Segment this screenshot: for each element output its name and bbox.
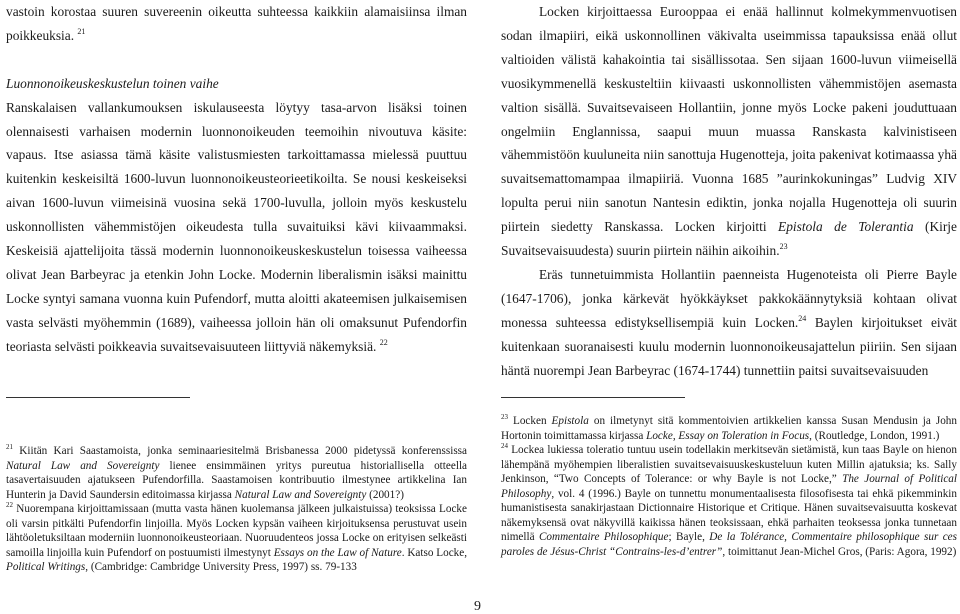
footnote-24: $^{24}$ Lockea lukiessa toleratio tuntuu usein todellakin merkitsevän sietämistä, kun taas Bayle on hienon lähempänä myöhempien liberalistien suvaitsevaisuuskeskusteluun kuten Millin ajatuksia; ks. Sally Jenkinson, “Two Concepts of Tolerance: or why Bayle is not Locke,” The Journal of Political Philosophy, vol. 4 (1996.) Bayle on tunnettu monumentaalisesta filosofisesta tai ehkä pikemminkin humanistisesta sanakirjastaan Dictionnaire Historique et Critique. Hänen suvaitsevaisuutta koskevat näkemyksensä ovat näkyvillä kaikissa hänen teoksissaan, ehkä parhaiten teoksessa jonka tunnetaan nimellä Commentaire Philosophique; Bayle, De la Tolérance, Commentaire philosophique sur ces paroles de Jésus-Christ “Contrains-les-d’entrer”, toimittanut Jean-Michel Gros, (Paris: Agora, 1992) [501,442,958,558]
footnote-22: $^{22}$ Nuorempana kirjoittamissaan (mutta vasta hänen kuolemansa jälkeen julkaistuissa) teoksissa Locke oli varsin pitkälti Pufendorfin linjoilla. Myös Locken kypsän vaiheen kirjoituksensa perustuvat usein lähtöoletuksiltaan moderniin luonnonoikeusteoriaan. Nuoruudenteos jossa Locke on erityisen selkeästi samoilla linjoilla kuin Pufendorf on postuumisti ilmestynyt Essays on the Law of Nature. Katso Locke, Political Writings, (Cambridge: Cambridge University Press, 1997) ss. 79-133 [6,501,468,574]
footnotes-left [6,444,467,575]
footnote-separator [6,397,190,398]
left-column [6,0,467,359]
paragraph: Ranskalaisen vallankumouksen iskulauseesta löytyy tasa-arvon lisäksi toinen olennaisesti varhaisen modernin luonnonoikeuden teemoihin nivoutuva käsite: vapaus. Itse asiassa tämä käsite valistusmiesten tarkoittamassa mielessä puuttuu kuitenkin keskeisiltä 1600-luvun luonnonoikeusteorieetikoilta. Se nousi keskeiseksi aivan 1600-luvun viimeisinä vuosina sekä 1700-luvulla, jolloin myös keskustelu uskonnollisten vähemmistöjen oikeudesta tulla suvaituiksi kävi kiivaammaksi. Keskeisiä ajattelijoita tässä modernin luonnonoikeuskeskustelun toisessa vaiheessa olivat Jean Barbeyrac ja etenkin John Locke. Modernin liberalismin isäksi mainittu Locke syntyi samana vuonna kuin Pufendorf, mutta aloitti akateemisen julkaisemisen vasta selvästi myöhemmin (1689), vaiheessa jolloin hän oli omaksunut Pufendorfin teoriasta selvästi poikkeavia suvaitsevaisuuteen liittyviä näkemyksiä. $^{22}$ [6,99,467,354]
footnote-separator [501,397,685,398]
section-heading: Luonnonoikeuskeskustelun toinen vaihe [6,75,219,91]
right-column [501,0,957,383]
footnote-21: $^{21}$ Kiitän Kari Saastamoista, jonka seminaariesitelmä Brisbanessa 2000 pidetyssä konferenssissa Natural Law and Sovereignty lienee ensimmäinen yritys pureutua historiallisella otteella tasavertaisuuden ajatukseen Pufendorfilla. Saastamoisen kontribuutio ilmestynee artikkelina Ian Hunterin ja David Saundersin editoimassa kirjassa Natural Law and Sovereignty (2001?) [6,443,468,501]
footnote-ref[interactable]: 22 [379,337,388,347]
page-number: 9 [474,599,481,614]
paragraph: Eräs tunnetuimmista Hollantiin paenneista Hugenoteista oli Pierre Bayle (1647-1706), jonka kärkevät hyökkäykset pakkokäännytyksiä kohtaan olivat monessa suhteessa edistyksellisempiä kuin Locken.$^{24}$ Baylen kirjoitukset eivät kuitenkaan suoranaisesti kuulu modernin luonnonoikeusajattelun piiriin. Sen sijaan häntä nuorempi Jean Barbeyrac (1674-1744) tunnettiin paitsi suvaitsevaisuuden [501,266,957,378]
footnote-ref[interactable]: 24 [798,313,807,323]
footnotes-right [501,414,957,559]
paragraph: Locken kirjoittaessa Eurooppaa ei enää hallinnut kolmekymmenvuotisen sodan ilmapiiri, eikä uskonnollinen väkivalta useimmissa tapauksissa enää ollut valtioiden välistä kahakointia tai sisällissotaa. Sen sijaan 1600-luvun viimeisellä vuosikymmenellä keskusteltiin kiivaasti uskonnollisten vähemmistöjen asemasta valtion sisällä. Suvaitsevaiseen Hollantiin, jonne myös Locke pakeni jouduttuaan ongelmiin Englannissa, saapui muun muassa Ranskasta kalvinistiseen vähemmistöön kuuluneita niin sanottuja Hugenotteja, joita pakenivat kotimaassa yhä suvaitsemattomampaa ilmapiiriä. Vuonna 1685 ”aurinkokuningas” Ludvig XIV lopulta perui niin sanotun Nantesin ediktin, jonka nojalla Hugenotteja oli suurin piirtein siedetty Ranskassa. Locken kirjoitti Epistola de Tolerantia (Kirje Suvaitsevaisuudesta) suurin piirtein näihin aikoihin.$^{23}$ [501,4,958,259]
paragraph: vastoin korostaa suuren suvereenin oikeutta suhteessa kaikkiin alamaisiinsa ilman poikkeuksia. $^{21}$ [6,4,467,43]
footnote-ref[interactable]: 23 [779,242,788,252]
footnote-ref[interactable]: 21 [77,26,86,36]
footnote-23: $^{23}$ Locken Epistola on ilmetynyt sitä kommentoivien artikkelien kanssa Susan Mendusin ja John Hortonin toimittamassa kirjassa Locke, Essay on Toleration in Focus, (Routledge, London, 1991.) [501,413,957,442]
book-title: Epistola de Tolerantia [778,219,914,235]
